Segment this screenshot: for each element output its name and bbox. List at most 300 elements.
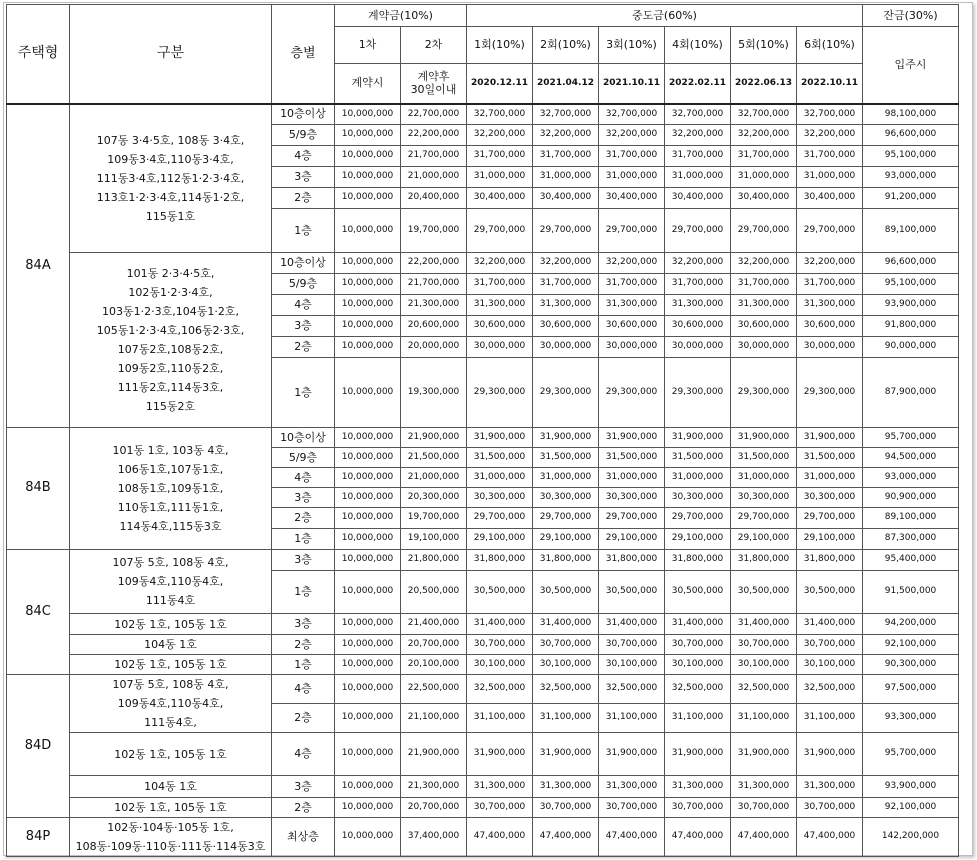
unit-group-line: 109동2호,110동2호, — [117, 362, 224, 375]
header-date-4: 2022.02.11 — [665, 64, 731, 104]
unit-group-line: 111동3·4호,112동1·2·3·4호, — [96, 171, 245, 185]
amount-cell: 32,500,000 — [731, 675, 797, 704]
header-date-6: 2022.10.11 — [797, 64, 863, 104]
header-floor: 층별 — [272, 5, 335, 104]
header-i1: 1회(10%) — [467, 27, 533, 64]
amount-cell: 32,200,000 — [467, 125, 533, 146]
amount-cell: 10,000,000 — [335, 776, 401, 798]
unit-group-line: 102동 1호, 105동 1호 — [114, 747, 227, 761]
house-type-cell: 84B — [7, 428, 70, 550]
amount-cell: 31,300,000 — [797, 776, 863, 798]
amount-cell: 32,200,000 — [665, 125, 731, 146]
amount-cell: 31,700,000 — [731, 274, 797, 295]
unit-group-line: 102동 1호, 105동 1호 — [114, 658, 227, 671]
amount-cell: 29,100,000 — [665, 529, 731, 550]
amount-cell: 31,400,000 — [665, 614, 731, 635]
amount-cell: 31,700,000 — [467, 146, 533, 167]
amount-cell: 30,600,000 — [599, 316, 665, 337]
amount-cell: 32,700,000 — [599, 104, 665, 125]
amount-cell: 21,100,000 — [401, 704, 467, 733]
unit-group-cell — [70, 818, 272, 857]
amount-cell: 30,700,000 — [665, 635, 731, 655]
amount-cell: 10,000,000 — [335, 188, 401, 209]
amount-cell: 30,700,000 — [797, 798, 863, 818]
amount-cell: 32,700,000 — [533, 104, 599, 125]
balance-amount-cell: 94,200,000 — [863, 614, 959, 635]
amount-cell: 30,300,000 — [665, 488, 731, 508]
floor-cell: 2층 — [272, 798, 335, 818]
header-d2: 2차 — [401, 27, 467, 64]
amount-cell: 31,900,000 — [797, 733, 863, 776]
amount-cell: 32,200,000 — [665, 253, 731, 274]
floor-cell: 3층 — [272, 614, 335, 635]
amount-cell: 29,100,000 — [599, 529, 665, 550]
amount-cell: 32,500,000 — [599, 675, 665, 704]
header-house-type: 주택형 — [7, 5, 70, 104]
unit-group-line: 113호1·2·3·4호,114동1·2호, — [96, 190, 245, 204]
amount-cell: 10,000,000 — [335, 550, 401, 571]
amount-cell: 30,500,000 — [533, 571, 599, 614]
unit-group-line: 114동4호,115동3호 — [119, 520, 222, 533]
amount-cell: 29,700,000 — [797, 508, 863, 529]
floor-cell: 2층 — [272, 188, 335, 209]
amount-cell: 32,500,000 — [797, 675, 863, 704]
amount-cell: 30,700,000 — [467, 798, 533, 818]
header-category: 구분 — [70, 5, 272, 104]
amount-cell: 29,700,000 — [599, 508, 665, 529]
balance-amount-cell: 89,100,000 — [863, 209, 959, 253]
amount-cell: 30,300,000 — [533, 488, 599, 508]
amount-cell: 22,700,000 — [401, 104, 467, 125]
house-type-cell: 84D — [7, 675, 70, 818]
amount-cell: 31,400,000 — [533, 614, 599, 635]
unit-group-line: 107동 3·4·5호, 108동 3·4호, — [96, 133, 245, 147]
amount-cell: 10,000,000 — [335, 655, 401, 675]
amount-cell: 31,300,000 — [665, 295, 731, 316]
amount-cell: 20,000,000 — [401, 337, 467, 358]
table-row — [7, 428, 959, 448]
amount-cell: 30,100,000 — [665, 655, 731, 675]
amount-cell: 31,000,000 — [533, 468, 599, 488]
floor-cell: 3층 — [272, 776, 335, 798]
amount-cell: 30,700,000 — [731, 798, 797, 818]
floor-cell: 4층 — [272, 146, 335, 167]
balance-amount-cell: 87,900,000 — [863, 358, 959, 428]
amount-cell: 10,000,000 — [335, 675, 401, 704]
balance-amount-cell: 90,900,000 — [863, 488, 959, 508]
amount-cell: 31,700,000 — [467, 274, 533, 295]
balance-amount-cell: 92,100,000 — [863, 635, 959, 655]
balance-amount-cell: 93,900,000 — [863, 776, 959, 798]
amount-cell: 30,300,000 — [467, 488, 533, 508]
amount-cell: 29,700,000 — [665, 508, 731, 529]
amount-cell: 10,000,000 — [335, 295, 401, 316]
amount-cell: 32,200,000 — [467, 253, 533, 274]
amount-cell: 47,400,000 — [599, 818, 665, 857]
amount-cell: 32,200,000 — [533, 253, 599, 274]
amount-cell: 30,100,000 — [467, 655, 533, 675]
amount-cell: 31,500,000 — [467, 448, 533, 468]
amount-cell: 32,200,000 — [599, 253, 665, 274]
unit-group-line: 101동 2·3·4·5호, — [126, 267, 215, 280]
amount-cell: 30,400,000 — [665, 188, 731, 209]
header-date-2: 2021.04.12 — [533, 64, 599, 104]
amount-cell: 10,000,000 — [335, 146, 401, 167]
balance-amount-cell: 91,200,000 — [863, 188, 959, 209]
amount-cell: 30,400,000 — [533, 188, 599, 209]
unit-group-line: 102동 1호, 105동 1호 — [114, 801, 227, 814]
unit-group-cell — [70, 675, 272, 733]
amount-cell: 19,100,000 — [401, 529, 467, 550]
amount-cell: 30,700,000 — [599, 798, 665, 818]
amount-cell: 31,500,000 — [731, 448, 797, 468]
unit-group-cell — [70, 776, 272, 798]
amount-cell: 31,700,000 — [599, 146, 665, 167]
floor-cell: 최상층 — [272, 818, 335, 857]
amount-cell: 30,600,000 — [533, 316, 599, 337]
unit-group-line: 104동 1호 — [144, 780, 197, 793]
amount-cell: 30,100,000 — [599, 655, 665, 675]
unit-group-cell — [70, 655, 272, 675]
amount-cell: 31,000,000 — [665, 167, 731, 188]
amount-cell: 29,700,000 — [533, 209, 599, 253]
amount-cell: 47,400,000 — [533, 818, 599, 857]
balance-amount-cell: 92,100,000 — [863, 798, 959, 818]
amount-cell: 21,300,000 — [401, 295, 467, 316]
unit-group-line: 105동1·2·3·4호,106동2·3호, — [96, 324, 245, 337]
unit-group-line: 102동 1호, 105동 1호 — [114, 617, 227, 631]
amount-cell: 30,100,000 — [797, 655, 863, 675]
amount-cell: 31,900,000 — [797, 428, 863, 448]
amount-cell: 10,000,000 — [335, 635, 401, 655]
amount-cell: 10,000,000 — [335, 358, 401, 428]
amount-cell: 21,800,000 — [401, 550, 467, 571]
header-d1-when: 계약시 — [335, 64, 401, 104]
floor-cell: 5/9층 — [272, 274, 335, 295]
amount-cell: 30,700,000 — [797, 635, 863, 655]
amount-cell: 29,700,000 — [599, 209, 665, 253]
amount-cell: 31,000,000 — [665, 468, 731, 488]
amount-cell: 10,000,000 — [335, 209, 401, 253]
amount-cell: 31,900,000 — [599, 733, 665, 776]
amount-cell: 30,700,000 — [665, 798, 731, 818]
amount-cell: 29,100,000 — [731, 529, 797, 550]
amount-cell: 29,300,000 — [467, 358, 533, 428]
amount-cell: 10,000,000 — [335, 104, 401, 125]
table-row — [7, 818, 959, 857]
unit-group-line: 101동 1호, 103동 4호, — [112, 444, 229, 457]
amount-cell: 31,100,000 — [797, 704, 863, 733]
floor-cell: 3층 — [272, 167, 335, 188]
amount-cell: 31,500,000 — [599, 448, 665, 468]
amount-cell: 31,300,000 — [599, 295, 665, 316]
amount-cell: 10,000,000 — [335, 253, 401, 274]
unit-group-line: 109동3·4호,110동3·4호, — [107, 152, 234, 166]
amount-cell: 32,200,000 — [533, 125, 599, 146]
unit-group-line: 111동4호 — [145, 594, 196, 607]
floor-cell: 3층 — [272, 488, 335, 508]
balance-amount-cell: 97,500,000 — [863, 675, 959, 704]
amount-cell: 30,500,000 — [665, 571, 731, 614]
amount-cell: 31,400,000 — [467, 614, 533, 635]
amount-cell: 30,500,000 — [467, 571, 533, 614]
amount-cell: 29,700,000 — [533, 508, 599, 529]
amount-cell: 10,000,000 — [335, 733, 401, 776]
balance-amount-cell: 142,200,000 — [863, 818, 959, 857]
header-balance: 잔금(30%) — [863, 5, 959, 27]
amount-cell: 10,000,000 — [335, 818, 401, 857]
amount-cell: 29,300,000 — [731, 358, 797, 428]
house-type-cell: 84A — [7, 104, 70, 428]
amount-cell: 31,800,000 — [731, 550, 797, 571]
amount-cell: 31,100,000 — [599, 704, 665, 733]
amount-cell: 32,500,000 — [533, 675, 599, 704]
balance-amount-cell: 95,100,000 — [863, 146, 959, 167]
header-d1: 1차 — [335, 27, 401, 64]
amount-cell: 20,500,000 — [401, 571, 467, 614]
amount-cell: 30,000,000 — [467, 337, 533, 358]
amount-cell: 37,400,000 — [401, 818, 467, 857]
amount-cell: 29,700,000 — [797, 209, 863, 253]
amount-cell: 31,300,000 — [665, 776, 731, 798]
balance-amount-cell: 87,300,000 — [863, 529, 959, 550]
amount-cell: 29,700,000 — [731, 209, 797, 253]
amount-cell: 20,300,000 — [401, 488, 467, 508]
amount-cell: 31,400,000 — [797, 614, 863, 635]
amount-cell: 31,800,000 — [533, 550, 599, 571]
amount-cell: 30,400,000 — [797, 188, 863, 209]
amount-cell: 29,100,000 — [467, 529, 533, 550]
amount-cell: 47,400,000 — [731, 818, 797, 857]
amount-cell: 31,700,000 — [665, 146, 731, 167]
amount-cell: 10,000,000 — [335, 428, 401, 448]
amount-cell: 30,700,000 — [599, 635, 665, 655]
balance-amount-cell: 95,100,000 — [863, 274, 959, 295]
amount-cell: 31,000,000 — [467, 468, 533, 488]
header-d2-when: 계약후 30일이내 — [401, 64, 467, 104]
amount-cell: 29,300,000 — [599, 358, 665, 428]
amount-cell: 30,300,000 — [599, 488, 665, 508]
amount-cell: 21,000,000 — [401, 468, 467, 488]
table-row — [7, 614, 959, 635]
balance-amount-cell: 95,700,000 — [863, 733, 959, 776]
floor-cell: 10층이상 — [272, 253, 335, 274]
amount-cell: 31,300,000 — [533, 295, 599, 316]
amount-cell: 21,700,000 — [401, 146, 467, 167]
amount-cell: 31,700,000 — [533, 146, 599, 167]
amount-cell: 31,300,000 — [467, 295, 533, 316]
amount-cell: 19,700,000 — [401, 209, 467, 253]
amount-cell: 10,000,000 — [335, 798, 401, 818]
amount-cell: 47,400,000 — [467, 818, 533, 857]
amount-cell: 31,000,000 — [533, 167, 599, 188]
floor-cell: 5/9층 — [272, 125, 335, 146]
header-i5: 5회(10%) — [731, 27, 797, 64]
amount-cell: 32,200,000 — [599, 125, 665, 146]
amount-cell: 29,700,000 — [665, 209, 731, 253]
amount-cell: 30,700,000 — [467, 635, 533, 655]
amount-cell: 31,800,000 — [467, 550, 533, 571]
header-i3: 3회(10%) — [599, 27, 665, 64]
unit-group-cell — [70, 253, 272, 428]
amount-cell: 30,700,000 — [533, 635, 599, 655]
amount-cell: 31,100,000 — [731, 704, 797, 733]
amount-cell: 20,600,000 — [401, 316, 467, 337]
unit-group-line: 109동4호,110동4호, — [117, 575, 224, 588]
amount-cell: 32,700,000 — [665, 104, 731, 125]
amount-cell: 30,000,000 — [533, 337, 599, 358]
amount-cell: 31,700,000 — [665, 274, 731, 295]
amount-cell: 32,700,000 — [797, 104, 863, 125]
header-i6: 6회(10%) — [797, 27, 863, 64]
unit-group-line: 115동1호 — [145, 209, 196, 223]
unit-group-line: 109동4호,110동4호, — [117, 697, 224, 710]
amount-cell: 21,900,000 — [401, 733, 467, 776]
balance-amount-cell: 89,100,000 — [863, 508, 959, 529]
balance-amount-cell: 90,300,000 — [863, 655, 959, 675]
amount-cell: 30,000,000 — [731, 337, 797, 358]
amount-cell: 31,100,000 — [533, 704, 599, 733]
amount-cell: 22,200,000 — [401, 125, 467, 146]
unit-group-cell — [70, 550, 272, 614]
amount-cell: 32,700,000 — [467, 104, 533, 125]
floor-cell: 10층이상 — [272, 428, 335, 448]
house-type-cell: 84P — [7, 818, 70, 857]
amount-cell: 31,300,000 — [533, 776, 599, 798]
unit-group-cell — [70, 798, 272, 818]
balance-amount-cell: 94,500,000 — [863, 448, 959, 468]
amount-cell: 31,900,000 — [731, 733, 797, 776]
amount-cell: 10,000,000 — [335, 167, 401, 188]
floor-cell: 1층 — [272, 209, 335, 253]
floor-cell: 4층 — [272, 733, 335, 776]
amount-cell: 31,500,000 — [665, 448, 731, 468]
amount-cell: 31,000,000 — [731, 167, 797, 188]
amount-cell: 31,400,000 — [731, 614, 797, 635]
amount-cell: 30,600,000 — [731, 316, 797, 337]
amount-cell: 10,000,000 — [335, 571, 401, 614]
amount-cell: 30,400,000 — [599, 188, 665, 209]
floor-cell: 1층 — [272, 358, 335, 428]
amount-cell: 30,400,000 — [731, 188, 797, 209]
floor-cell: 2층 — [272, 337, 335, 358]
amount-cell: 21,700,000 — [401, 274, 467, 295]
amount-cell: 21,500,000 — [401, 448, 467, 468]
table-row — [7, 104, 959, 125]
amount-cell: 30,000,000 — [599, 337, 665, 358]
amount-cell: 32,200,000 — [731, 125, 797, 146]
amount-cell: 32,700,000 — [731, 104, 797, 125]
unit-group-line: 103동1·2·3호,104동1·2호, — [102, 305, 239, 318]
amount-cell: 22,500,000 — [401, 675, 467, 704]
amount-cell: 22,200,000 — [401, 253, 467, 274]
amount-cell: 31,000,000 — [731, 468, 797, 488]
amount-cell: 31,900,000 — [467, 733, 533, 776]
balance-amount-cell: 93,900,000 — [863, 295, 959, 316]
floor-cell: 1층 — [272, 571, 335, 614]
amount-cell: 31,900,000 — [665, 733, 731, 776]
header-deposit: 계약금(10%) — [335, 5, 467, 27]
amount-cell: 29,700,000 — [467, 508, 533, 529]
amount-cell: 31,700,000 — [797, 274, 863, 295]
amount-cell: 30,400,000 — [467, 188, 533, 209]
amount-cell: 21,900,000 — [401, 428, 467, 448]
floor-cell: 2층 — [272, 635, 335, 655]
floor-cell: 1층 — [272, 529, 335, 550]
amount-cell: 30,700,000 — [731, 635, 797, 655]
amount-cell: 31,900,000 — [731, 428, 797, 448]
amount-cell: 30,600,000 — [665, 316, 731, 337]
amount-cell: 10,000,000 — [335, 508, 401, 529]
amount-cell: 31,800,000 — [797, 550, 863, 571]
unit-group-line: 108동·109동·110동·111동·114동3호 — [75, 840, 266, 853]
amount-cell: 31,000,000 — [797, 468, 863, 488]
unit-group-line: 102동1·2·3·4호, — [128, 286, 213, 299]
amount-cell: 32,500,000 — [665, 675, 731, 704]
amount-cell: 10,000,000 — [335, 488, 401, 508]
amount-cell: 30,500,000 — [731, 571, 797, 614]
unit-group-line: 107동 5호, 108동 4호, — [112, 678, 229, 691]
unit-group-line: 111동2호,114동3호, — [117, 381, 224, 394]
header-interim: 중도금(60%) — [467, 5, 863, 27]
amount-cell: 31,500,000 — [797, 448, 863, 468]
amount-cell: 20,400,000 — [401, 188, 467, 209]
amount-cell: 10,000,000 — [335, 448, 401, 468]
amount-cell: 31,900,000 — [533, 733, 599, 776]
amount-cell: 31,900,000 — [665, 428, 731, 448]
floor-cell: 3층 — [272, 316, 335, 337]
balance-amount-cell: 93,000,000 — [863, 167, 959, 188]
balance-amount-cell: 93,300,000 — [863, 704, 959, 733]
amount-cell: 19,700,000 — [401, 508, 467, 529]
amount-cell: 31,400,000 — [599, 614, 665, 635]
balance-amount-cell: 95,700,000 — [863, 428, 959, 448]
amount-cell: 10,000,000 — [335, 337, 401, 358]
amount-cell: 31,000,000 — [599, 167, 665, 188]
amount-cell: 31,700,000 — [533, 274, 599, 295]
floor-cell: 4층 — [272, 675, 335, 704]
table-row — [7, 776, 959, 798]
floor-cell: 4층 — [272, 468, 335, 488]
balance-amount-cell: 96,600,000 — [863, 253, 959, 274]
house-type-cell: 84C — [7, 550, 70, 675]
amount-cell: 10,000,000 — [335, 614, 401, 635]
amount-cell: 31,000,000 — [797, 167, 863, 188]
floor-cell: 2층 — [272, 508, 335, 529]
floor-cell: 3층 — [272, 550, 335, 571]
table-body — [7, 104, 959, 857]
floor-cell: 4층 — [272, 295, 335, 316]
unit-group-line: 106동1호,107동1호, — [117, 463, 224, 476]
amount-cell: 29,300,000 — [797, 358, 863, 428]
amount-cell: 31,300,000 — [467, 776, 533, 798]
balance-amount-cell: 91,800,000 — [863, 316, 959, 337]
amount-cell: 47,400,000 — [665, 818, 731, 857]
amount-cell: 31,300,000 — [599, 776, 665, 798]
amount-cell: 31,100,000 — [467, 704, 533, 733]
amount-cell: 31,300,000 — [731, 776, 797, 798]
unit-group-line: 102동·104동·105동 1호, — [107, 821, 234, 834]
table-row — [7, 655, 959, 675]
amount-cell: 30,700,000 — [533, 798, 599, 818]
amount-cell: 31,900,000 — [467, 428, 533, 448]
amount-cell: 30,000,000 — [665, 337, 731, 358]
unit-group-cell — [70, 614, 272, 635]
balance-amount-cell: 98,100,000 — [863, 104, 959, 125]
amount-cell: 47,400,000 — [797, 818, 863, 857]
amount-cell: 30,600,000 — [797, 316, 863, 337]
amount-cell: 10,000,000 — [335, 468, 401, 488]
